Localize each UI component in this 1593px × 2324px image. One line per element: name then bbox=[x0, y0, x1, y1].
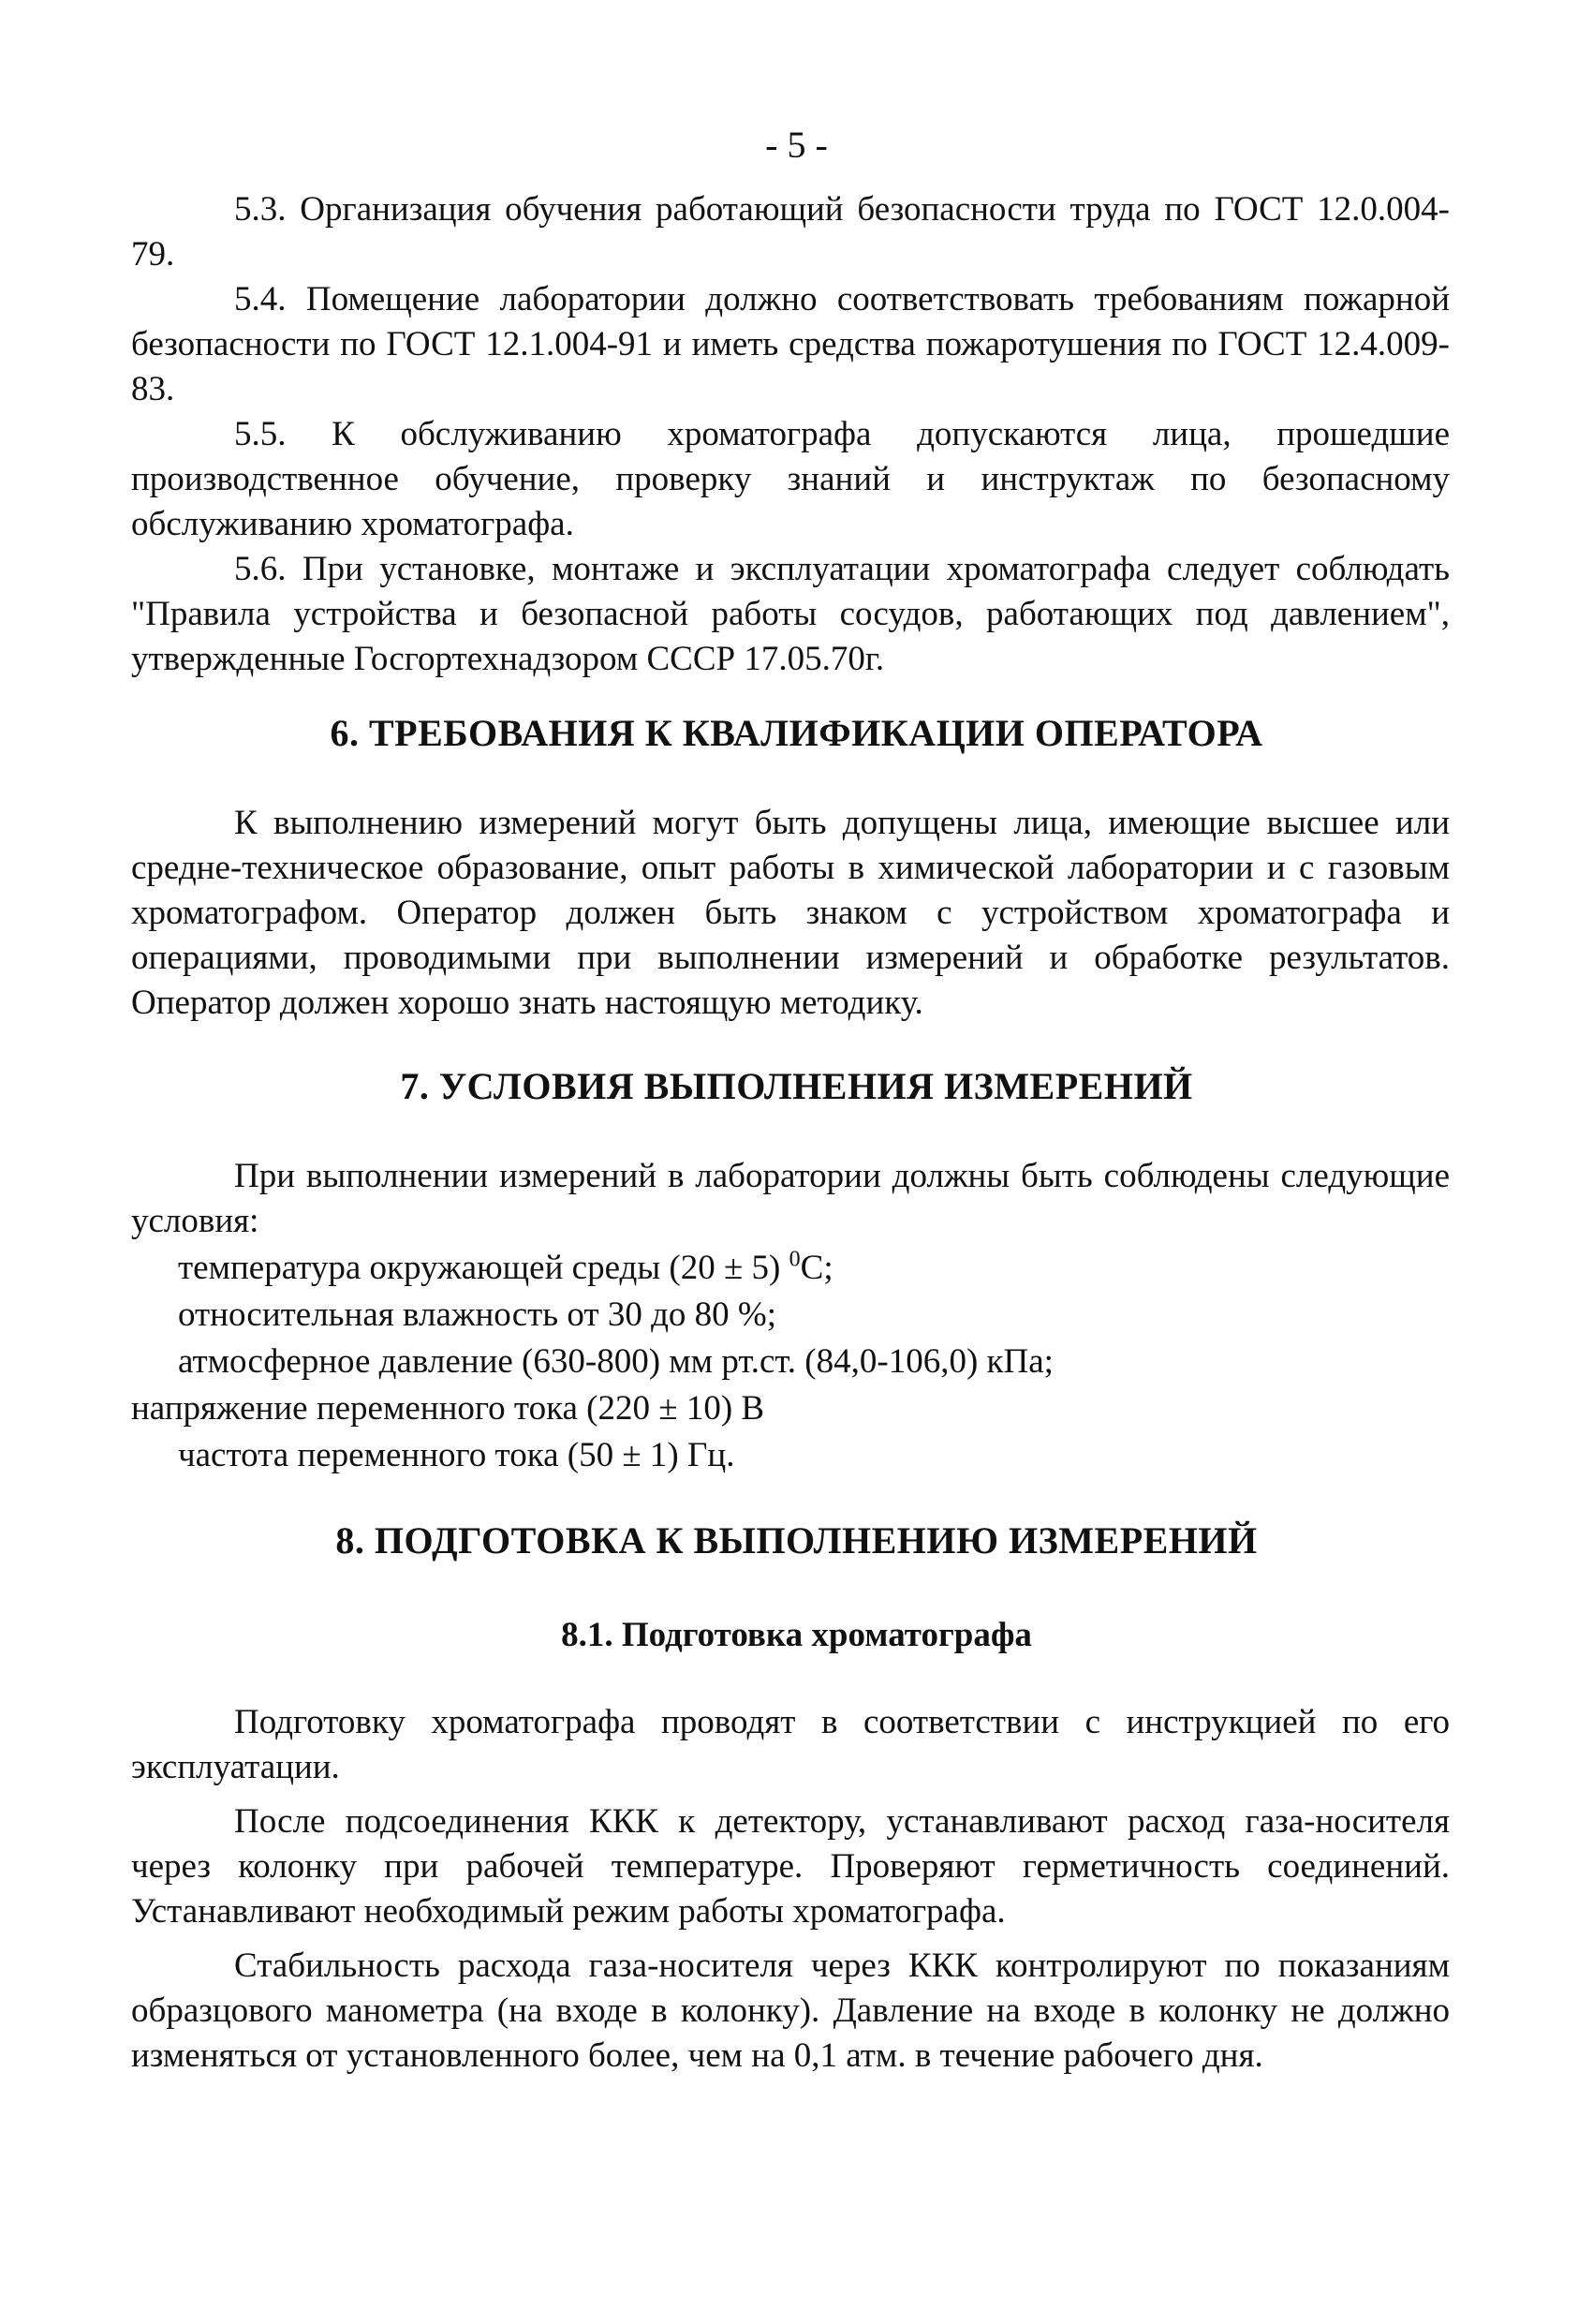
paragraph-5-5: 5.5. К обслуживанию хроматографа допускаются лица, прошедшие производственное обучение, проверку знаний и инструктаж по безопасному обслуживанию хроматографа. bbox=[131, 415, 1450, 543]
condition-pressure: атмосферное давление (630-800) мм рт.ст. (84,0-106,0) кПа; bbox=[178, 1342, 1054, 1381]
condition-temperature-unit: С; bbox=[800, 1249, 833, 1287]
condition-temperature bbox=[178, 1246, 833, 1291]
section-8-paragraph-1: Подготовку хроматографа проводят в соответствии с инструкцией по его эксплуатации. bbox=[131, 1703, 1450, 1786]
section-5-block bbox=[131, 187, 1450, 682]
section-6-heading: 6. ТРЕБОВАНИЯ К КВАЛИФИКАЦИИ ОПЕРАТОРА bbox=[330, 712, 1263, 754]
section-7-intro-block bbox=[131, 1154, 1450, 1244]
condition-voltage: напряжение переменного тока (220 ± 10) В bbox=[131, 1389, 765, 1428]
page-number: - 5 - bbox=[765, 124, 828, 166]
section-8-heading: 8. ПОДГОТОВКА К ВЫПОЛНЕНИЮ ИЗМЕРЕНИЙ bbox=[335, 1519, 1258, 1562]
section-7-heading: 7. УСЛОВИЯ ВЫПОЛНЕНИЯ ИЗМЕРЕНИЙ bbox=[400, 1065, 1193, 1107]
paragraph-5-3: 5.3. Организация обучения работающий безопасности труда по ГОСТ 12.0.004-79. bbox=[131, 190, 1450, 274]
degree-superscript: 0 bbox=[789, 1247, 801, 1272]
subsection-8-1-heading: 8.1. Подготовка хроматографа bbox=[561, 1616, 1032, 1654]
condition-temperature-text: температура окружающей среды (20 ± 5) bbox=[178, 1249, 789, 1287]
paragraph-5-6: 5.6. При установке, монтаже и эксплуатации хроматографа следует соблюдать "Правила устройства и безопасной работы сосудов, работающих под давлением", утвержденные Госгортехнадзором СССР 17.05.70г. bbox=[131, 550, 1450, 678]
section-6-block bbox=[131, 801, 1450, 1026]
condition-frequency: частота переменного тока (50 ± 1) Гц. bbox=[178, 1436, 735, 1474]
paragraph-5-4: 5.4. Помещение лаборатории должно соответствовать требованиям пожарной безопасности по ГОСТ 12.1.004-91 и иметь средства пожаротушения по ГОСТ 12.4.009-83. bbox=[131, 280, 1450, 408]
section-6-text: К выполнению измерений могут быть допущены лица, имеющие высшее или средне-техническое образование, опыт работы в химической лаборатории и с газовым хроматографом. Оператор должен быть знаком с устройством хроматографа и операциями, проводимыми при выполнении измерений и обработке результатов. Оператор должен хорошо знать настоящую методику. bbox=[131, 804, 1450, 1022]
section-7-intro: При выполнении измерений в лаборатории должны быть соблюдены следующие условия: bbox=[131, 1157, 1450, 1240]
section-8-paragraph-3: Стабильность расхода газа-носителя через ККК контролируют по показаниям образцового манометра (на входе в колонку). Давление на входе в колонку не должно изменяться от установленного более, чем на 0,1 атм. в течение рабочего дня. bbox=[131, 1947, 1450, 2075]
section-8-paragraph-2: После подсоединения ККК к детектору, устанавливают расход газа-носителя через колонку при рабочей температуре. Проверяют герметичность соединений. Устанавливают необходимый режим работы хроматографа. bbox=[131, 1802, 1450, 1931]
condition-humidity: относительная влажность от 30 до 80 %; bbox=[178, 1295, 777, 1334]
section-8-block bbox=[131, 1700, 1450, 2079]
